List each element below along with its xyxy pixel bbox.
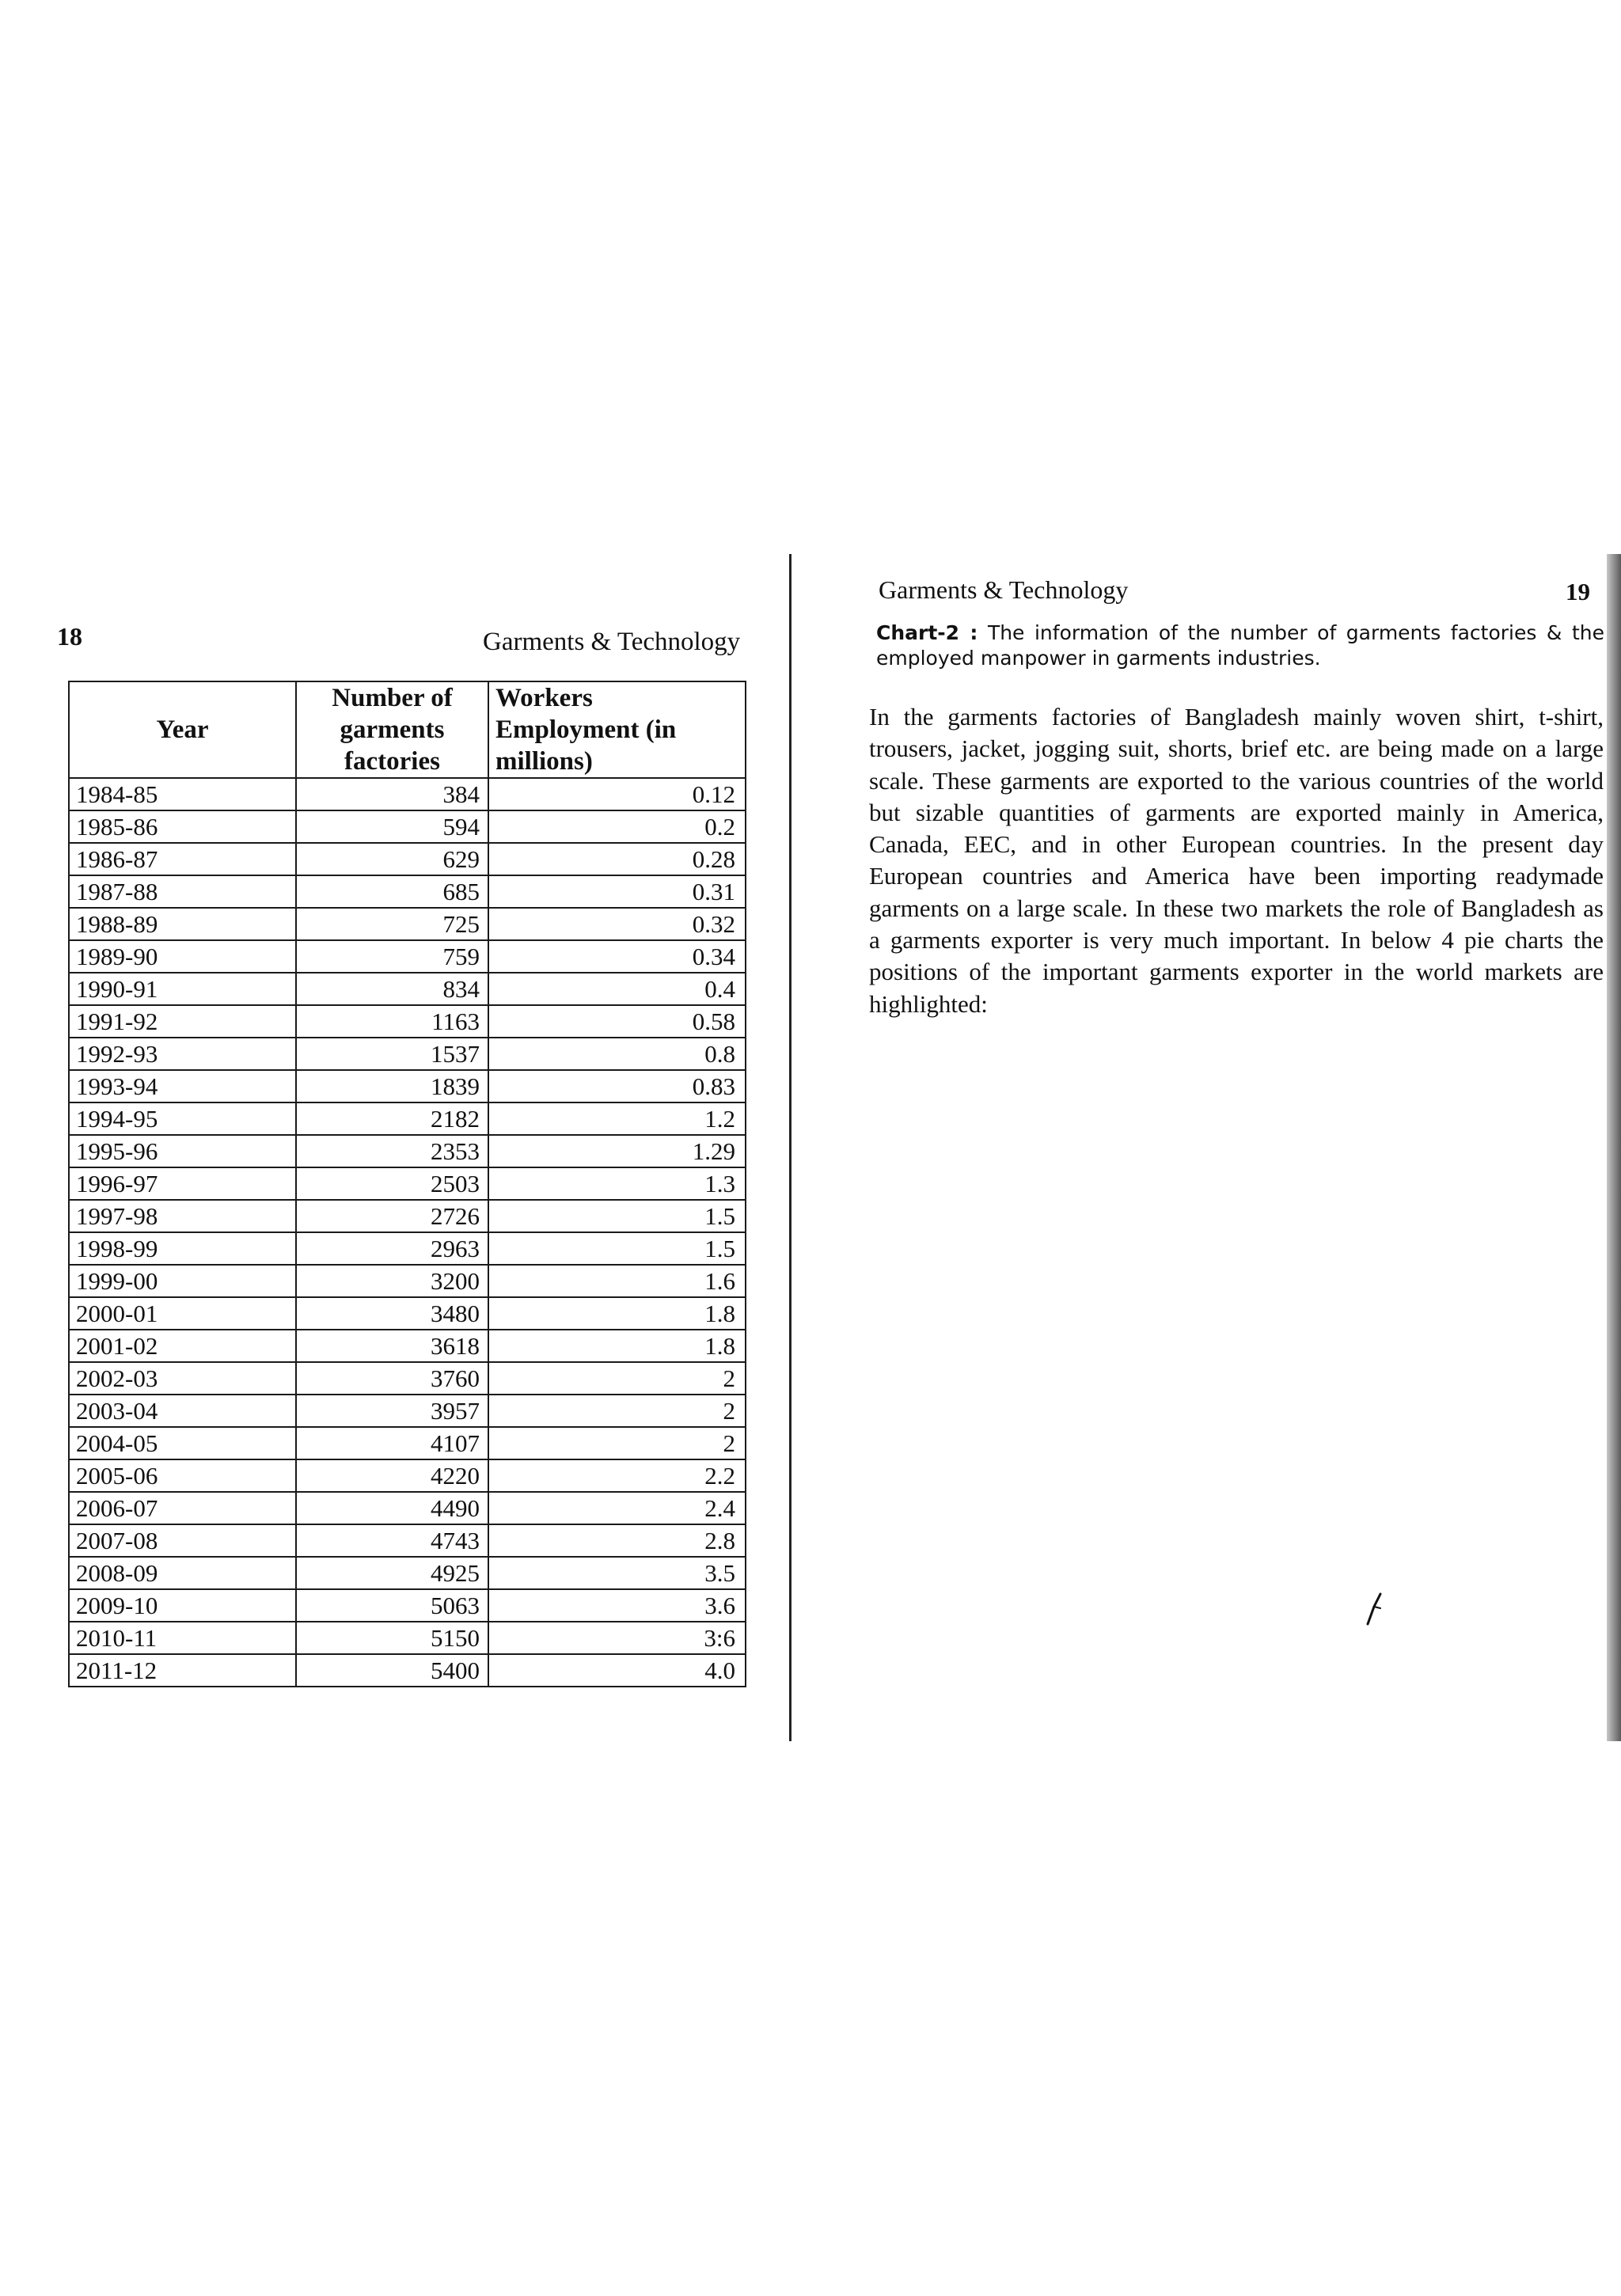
- workers-cell: 2.4: [488, 1492, 746, 1524]
- page-gutter-divider: [789, 554, 792, 1741]
- workers-cell: 0.58: [488, 1005, 746, 1038]
- table-row: [69, 1589, 746, 1622]
- workers-cell: 1.5: [488, 1200, 746, 1232]
- year-cell: 2003-04: [69, 1395, 296, 1427]
- table-row: [69, 1524, 746, 1557]
- workers-cell: 0.32: [488, 908, 746, 940]
- chart-caption: [876, 620, 1604, 671]
- table-row: [69, 1557, 746, 1589]
- table-header-row: [69, 681, 746, 778]
- page-edge-shadow: [1607, 554, 1621, 1741]
- year-cell: 1984-85: [69, 778, 296, 810]
- table-row: [69, 973, 746, 1005]
- factories-cell: 5063: [296, 1589, 488, 1622]
- factories-cell: 384: [296, 778, 488, 810]
- workers-cell: 2.8: [488, 1524, 746, 1557]
- factories-cell: 725: [296, 908, 488, 940]
- table-row: [69, 875, 746, 908]
- table-row: [69, 1297, 746, 1330]
- pen-mark-icon: [1363, 1592, 1387, 1627]
- right-page-number: 19: [1566, 578, 1590, 605]
- table-row: [69, 1232, 746, 1265]
- workers-cell: 3.5: [488, 1557, 746, 1589]
- year-cell: 1998-99: [69, 1232, 296, 1265]
- chart-caption-label: Chart-2 :: [876, 621, 978, 644]
- year-cell: 1994-95: [69, 1102, 296, 1135]
- year-cell: 2000-01: [69, 1297, 296, 1330]
- table-row: [69, 1038, 746, 1070]
- year-cell: 1991-92: [69, 1005, 296, 1038]
- workers-cell: 1.3: [488, 1167, 746, 1200]
- year-cell: 1992-93: [69, 1038, 296, 1070]
- workers-cell: 1.8: [488, 1297, 746, 1330]
- year-cell: 2004-05: [69, 1427, 296, 1459]
- workers-cell: 1.2: [488, 1102, 746, 1135]
- factories-cell: 3200: [296, 1265, 488, 1297]
- table-body: [69, 778, 746, 1687]
- factories-cell: 2726: [296, 1200, 488, 1232]
- year-cell: 1987-88: [69, 875, 296, 908]
- factories-cell: 2353: [296, 1135, 488, 1167]
- left-running-head: Garments & Technology: [483, 628, 741, 656]
- table-row: [69, 1654, 746, 1687]
- factories-cell: 3760: [296, 1362, 488, 1395]
- year-cell: 1995-96: [69, 1135, 296, 1167]
- factories-cell: 3618: [296, 1330, 488, 1362]
- chart-caption-text: The information of the number of garments factories & the employed manpower in garments industries.: [876, 621, 1604, 670]
- workers-cell: 0.2: [488, 810, 746, 843]
- factories-cell: 1839: [296, 1070, 488, 1102]
- workers-cell: 0.8: [488, 1038, 746, 1070]
- workers-cell: 0.28: [488, 843, 746, 875]
- table-row: [69, 1102, 746, 1135]
- factories-cell: 4220: [296, 1459, 488, 1492]
- factories-cell: 2963: [296, 1232, 488, 1265]
- table-row: [69, 1265, 746, 1297]
- table-row: [69, 778, 746, 810]
- workers-cell: 2: [488, 1427, 746, 1459]
- year-cell: 2005-06: [69, 1459, 296, 1492]
- factories-cell: 5150: [296, 1622, 488, 1654]
- table-row: [69, 1200, 746, 1232]
- table-row: [69, 1167, 746, 1200]
- table-row: [69, 1005, 746, 1038]
- year-cell: 2002-03: [69, 1362, 296, 1395]
- factories-cell: 3480: [296, 1297, 488, 1330]
- factories-cell: 2503: [296, 1167, 488, 1200]
- factories-cell: 1537: [296, 1038, 488, 1070]
- factories-cell: 1163: [296, 1005, 488, 1038]
- year-cell: 2010-11: [69, 1622, 296, 1654]
- table-row: [69, 1135, 746, 1167]
- workers-cell: 2: [488, 1362, 746, 1395]
- year-cell: 1989-90: [69, 940, 296, 973]
- table-row: [69, 1427, 746, 1459]
- year-cell: 2011-12: [69, 1654, 296, 1687]
- header-year: Year: [69, 681, 296, 778]
- header-workers: Workers Employment (in millions): [488, 681, 746, 778]
- table-row: [69, 1395, 746, 1427]
- year-cell: 2007-08: [69, 1524, 296, 1557]
- workers-cell: 0.31: [488, 875, 746, 908]
- left-page-number: 18: [57, 622, 82, 651]
- header-factories: Number of garments factories: [296, 681, 488, 778]
- factories-cell: 4107: [296, 1427, 488, 1459]
- workers-cell: 1.5: [488, 1232, 746, 1265]
- year-cell: 2008-09: [69, 1557, 296, 1589]
- factories-cell: 629: [296, 843, 488, 875]
- year-cell: 1996-97: [69, 1167, 296, 1200]
- table-row: [69, 1622, 746, 1654]
- workers-cell: 0.83: [488, 1070, 746, 1102]
- factories-cell: 594: [296, 810, 488, 843]
- factories-cell: 3957: [296, 1395, 488, 1427]
- table-row: [69, 1362, 746, 1395]
- workers-cell: 0.4: [488, 973, 746, 1005]
- table-header: [69, 681, 746, 778]
- workers-cell: 1.6: [488, 1265, 746, 1297]
- year-cell: 2006-07: [69, 1492, 296, 1524]
- workers-cell: 2.2: [488, 1459, 746, 1492]
- year-cell: 2001-02: [69, 1330, 296, 1362]
- factories-cell: 4490: [296, 1492, 488, 1524]
- table-row: [69, 940, 746, 973]
- table-row: [69, 1070, 746, 1102]
- workers-cell: 0.12: [488, 778, 746, 810]
- factories-cell: 5400: [296, 1654, 488, 1687]
- workers-cell: 1.8: [488, 1330, 746, 1362]
- factories-cell: 4925: [296, 1557, 488, 1589]
- table-row: [69, 1459, 746, 1492]
- table-row: [69, 1330, 746, 1362]
- factories-employment-table: [68, 681, 746, 1687]
- body-paragraph: In the garments factories of Bangladesh mainly woven shirt, t-shirt, trousers, jacket, jogging suit, shorts, brief etc. are being made on a large scale. These garments are exported to the various countries of the world but sizable quantities of garments are exported mainly in America, Canada, EEC, and in other European countries. In the present day European countries and America have been importing readymade garments on a large scale. In these two markets the role of Bangladesh as a garments exporter is very much important. In below 4 pie charts the positions of the important garments exporter in the world markets are highlighted:: [869, 703, 1604, 1018]
- workers-cell: 0.34: [488, 940, 746, 973]
- workers-cell: 2: [488, 1395, 746, 1427]
- year-cell: 1990-91: [69, 973, 296, 1005]
- factories-cell: 834: [296, 973, 488, 1005]
- factories-cell: 4743: [296, 1524, 488, 1557]
- year-cell: 2009-10: [69, 1589, 296, 1622]
- factories-cell: 759: [296, 940, 488, 973]
- workers-cell: 3:6: [488, 1622, 746, 1654]
- year-cell: 1997-98: [69, 1200, 296, 1232]
- year-cell: 1988-89: [69, 908, 296, 940]
- workers-cell: 4.0: [488, 1654, 746, 1687]
- factories-cell: 685: [296, 875, 488, 908]
- workers-cell: 1.29: [488, 1135, 746, 1167]
- table-row: [69, 843, 746, 875]
- year-cell: 1985-86: [69, 810, 296, 843]
- right-running-head: Garments & Technology: [879, 575, 1129, 604]
- factories-cell: 2182: [296, 1102, 488, 1135]
- workers-cell: 3.6: [488, 1589, 746, 1622]
- table-row: [69, 810, 746, 843]
- table-row: [69, 1492, 746, 1524]
- year-cell: 1986-87: [69, 843, 296, 875]
- table-row: [69, 908, 746, 940]
- year-cell: 1999-00: [69, 1265, 296, 1297]
- year-cell: 1993-94: [69, 1070, 296, 1102]
